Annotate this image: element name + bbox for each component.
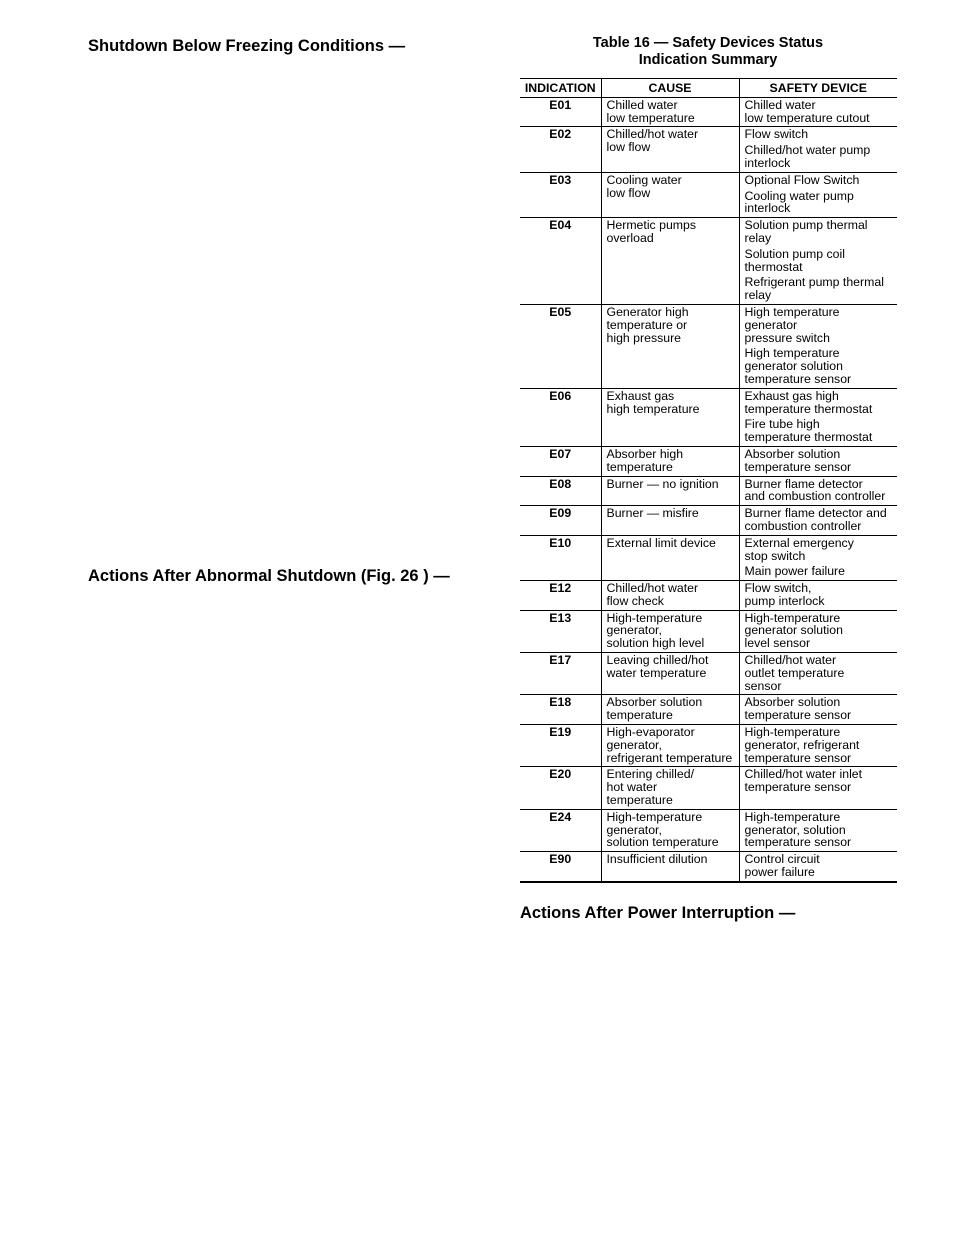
safety-device-text-line: High temperature [744, 346, 840, 361]
safety-device-text-line: External emergency [744, 535, 854, 550]
safety-device-entry [745, 99, 896, 125]
table-row [520, 695, 897, 725]
safety-device-cell [739, 97, 897, 127]
cause-text-line: low temperature [606, 110, 695, 125]
indication-code: E10 [520, 535, 601, 580]
cause-text-line: generator, [606, 737, 662, 752]
indication-code: E03 [520, 172, 601, 217]
table-row [520, 809, 897, 851]
indication-code: E04 [520, 218, 601, 305]
safety-device-entry [745, 537, 896, 563]
cause-text-line: Insufficient dilution [606, 852, 708, 867]
safety-device-text-line: relay [744, 230, 772, 245]
safety-device-entry [745, 390, 896, 416]
cause-text-line: low flow [606, 185, 651, 200]
safety-device-text-line: combustion controller [744, 518, 862, 533]
safety-device-text-line: Main power failure [744, 564, 845, 579]
table-header-row [520, 79, 897, 98]
safety-device-text-line: Chilled/hot water inlet [744, 767, 863, 782]
safety-device-entry [745, 219, 896, 245]
safety-device-text-line: temperature sensor [744, 459, 852, 474]
cause-text-line: High-temperature [606, 610, 703, 625]
cause-cell [601, 610, 739, 652]
safety-device-cell [739, 535, 897, 580]
safety-device-text-line: pump interlock [744, 593, 825, 608]
cause-text-line: High-evaporator [606, 725, 695, 740]
safety-device-text-line: generator solution [744, 623, 843, 638]
cause-text-line: flow check [606, 593, 664, 608]
cause-text-line: Exhaust gas [606, 388, 675, 403]
safety-device-text-line: Absorber solution [744, 695, 841, 710]
safety-device-entry [745, 306, 896, 344]
section-heading-shutdown-below-freezing: Shutdown Below Freezing Conditions — [88, 37, 406, 55]
table-row [520, 581, 897, 611]
cause-text-line: low flow [606, 140, 651, 155]
table-row [520, 610, 897, 652]
safety-device-text-line: Refrigerant pump thermal [744, 275, 884, 290]
table-row [520, 852, 897, 882]
table-title-line: Indication Summary [638, 51, 778, 68]
safety-device-text-line: temperature sensor [744, 371, 852, 386]
table-body [520, 97, 897, 882]
safety-device-text-line: generator solution [744, 359, 843, 374]
safety-device-entry [745, 347, 896, 385]
safety-device-text-line: pressure switch [744, 330, 830, 345]
indication-code: E13 [520, 610, 601, 652]
safety-device-text-line: interlock [744, 155, 791, 170]
table-row [520, 446, 897, 476]
indication-code: E02 [520, 127, 601, 172]
safety-device-cell [739, 388, 897, 446]
cause-cell [601, 446, 739, 476]
cause-cell [601, 767, 739, 809]
indication-code: E06 [520, 388, 601, 446]
safety-device-text-line: Optional Flow Switch [744, 172, 860, 187]
safety-device-text-line: and combustion controller [744, 489, 886, 504]
safety-device-text-line: low temperature cutout [744, 110, 870, 125]
safety-device-cell [739, 172, 897, 217]
indication-code: E01 [520, 97, 601, 127]
safety-device-text-line: stop switch [744, 548, 806, 563]
safety-device-cell [739, 653, 897, 695]
safety-device-text-line: temperature sensor [744, 780, 852, 795]
safety-device-text-line: Chilled water [744, 97, 816, 112]
safety-device-cell [739, 610, 897, 652]
indication-code: E18 [520, 695, 601, 725]
safety-device-cell [739, 304, 897, 388]
safety-device-text-line: sensor [744, 678, 782, 693]
cause-cell [601, 304, 739, 388]
cause-cell [601, 852, 739, 882]
safety-device-text-line: High temperature [744, 304, 840, 319]
section-heading-actions-after-abnormal-shutdown: Actions After Abnormal Shutdown (Fig. 26 ) — [88, 567, 450, 585]
table-row [520, 127, 897, 172]
table-row [520, 767, 897, 809]
cause-text-line: High-temperature [606, 809, 703, 824]
indication-code: E07 [520, 446, 601, 476]
cause-text-line: hot water [606, 780, 658, 795]
safety-device-text-line: Absorber solution [744, 446, 841, 461]
column-header-safety-device: SAFETY DEVICE [739, 79, 897, 98]
cause-text-line: Hermetic pumps [606, 218, 697, 233]
cause-text-line: high temperature [606, 401, 700, 416]
cause-text-line: solution temperature [606, 835, 719, 850]
cause-text-line: solution high level [606, 636, 705, 651]
cause-text-line: overload [606, 230, 654, 245]
cause-cell [601, 695, 739, 725]
safety-device-text-line: Solution pump thermal [744, 218, 868, 233]
safety-device-text-line: High-temperature [744, 725, 841, 740]
safety-device-cell [739, 127, 897, 172]
cause-text-line: temperature or [606, 317, 688, 332]
safety-device-entry [745, 696, 896, 722]
indication-code: E19 [520, 725, 601, 767]
cause-text-line: temperature [606, 459, 673, 474]
cause-cell [601, 506, 739, 536]
cause-text-line: Absorber high [606, 446, 684, 461]
safety-device-entry [745, 248, 896, 274]
safety-device-entry [745, 582, 896, 608]
safety-device-entry [745, 478, 896, 504]
safety-device-text-line: Burner flame detector [744, 476, 863, 491]
safety-device-entry [745, 507, 896, 533]
safety-device-text-line: High-temperature [744, 809, 841, 824]
table-row [520, 725, 897, 767]
indication-code: E12 [520, 581, 601, 611]
table-row [520, 535, 897, 580]
cause-text-line: water temperature [606, 665, 707, 680]
safety-device-text-line: Control circuit [744, 852, 820, 867]
safety-device-text-line: temperature sensor [744, 708, 852, 723]
indication-code: E05 [520, 304, 601, 388]
safety-device-entry [745, 654, 896, 692]
safety-device-entry [745, 190, 896, 216]
safety-device-cell [739, 695, 897, 725]
section-heading-actions-after-power-interruption: Actions After Power Interruption — [520, 904, 796, 922]
safety-device-text-line: outlet temperature [744, 665, 845, 680]
cause-text-line: Burner — no ignition [606, 476, 719, 491]
safety-device-entry [745, 128, 896, 141]
cause-text-line: Absorber solution [606, 695, 703, 710]
table-row [520, 172, 897, 217]
table-row [520, 218, 897, 305]
table-row [520, 476, 897, 506]
cause-text-line: Chilled/hot water [606, 581, 699, 596]
safety-device-text-line: power failure [744, 865, 815, 880]
cause-cell [601, 476, 739, 506]
safety-device-cell [739, 852, 897, 882]
safety-device-entry [745, 811, 896, 849]
cause-text-line: high pressure [606, 330, 682, 345]
safety-device-text-line: thermostat [744, 259, 803, 274]
table-title-line: Table 16 — Safety Devices Status [592, 35, 824, 51]
safety-device-text-line: interlock [744, 201, 791, 216]
safety-device-cell [739, 506, 897, 536]
safety-device-text-line: generator, refrigerant [744, 737, 860, 752]
indication-code: E08 [520, 476, 601, 506]
safety-device-cell [739, 581, 897, 611]
column-header-indication: INDICATION [520, 79, 601, 98]
cause-text-line: temperature [606, 708, 673, 723]
safety-device-text-line: relay [744, 288, 772, 303]
cause-cell [601, 725, 739, 767]
cause-text-line: generator, [606, 623, 662, 638]
safety-device-text-line: Cooling water pump [744, 188, 854, 203]
safety-device-cell [739, 476, 897, 506]
cause-cell [601, 653, 739, 695]
safety-device-entry [745, 418, 896, 444]
cause-cell [601, 535, 739, 580]
safety-device-text-line: temperature thermostat [744, 401, 873, 416]
safety-device-entry [745, 565, 896, 578]
safety-device-text-line: Exhaust gas high [744, 388, 839, 403]
safety-device-cell [739, 446, 897, 476]
cause-text-line: refrigerant temperature [606, 750, 733, 765]
safety-device-text-line: Fire tube high [744, 417, 820, 432]
safety-device-entry [745, 144, 896, 170]
safety-device-entry [745, 612, 896, 650]
safety-device-text-line: Burner flame detector and [744, 506, 887, 521]
cause-cell [601, 388, 739, 446]
cause-text-line: Cooling water [606, 172, 682, 187]
indication-code: E20 [520, 767, 601, 809]
cause-cell [601, 218, 739, 305]
cause-text-line: temperature [606, 793, 673, 808]
cause-cell [601, 127, 739, 172]
safety-devices-table [520, 78, 897, 883]
cause-cell [601, 172, 739, 217]
cause-text-line: Burner — misfire [606, 506, 699, 521]
safety-device-cell [739, 809, 897, 851]
safety-device-text-line: temperature sensor [744, 835, 852, 850]
cause-text-line: generator, [606, 822, 662, 837]
table-row [520, 653, 897, 695]
cause-cell [601, 581, 739, 611]
table-row [520, 388, 897, 446]
cause-cell [601, 809, 739, 851]
safety-device-entry [745, 768, 896, 794]
cause-text-line: Generator high [606, 304, 689, 319]
cause-text-line: Entering chilled/ [606, 767, 694, 782]
safety-device-entry [745, 726, 896, 764]
safety-device-cell [739, 218, 897, 305]
cause-text-line: External limit device [606, 535, 716, 550]
cause-text-line: Chilled/hot water [606, 127, 699, 142]
safety-device-text-line: Flow switch [744, 127, 809, 142]
safety-device-entry [745, 448, 896, 474]
indication-code: E17 [520, 653, 601, 695]
table-row [520, 304, 897, 388]
cause-text-line: Leaving chilled/hot [606, 653, 709, 668]
safety-device-cell [739, 767, 897, 809]
safety-device-text-line: Solution pump coil [744, 246, 845, 261]
safety-device-text-line: High-temperature [744, 610, 841, 625]
safety-device-entry [745, 276, 896, 302]
cause-cell [601, 97, 739, 127]
safety-device-text-line: level sensor [744, 636, 811, 651]
safety-device-entry [745, 174, 896, 187]
table-row [520, 506, 897, 536]
safety-device-entry [745, 853, 896, 879]
safety-device-text-line: Chilled/hot water [744, 653, 837, 668]
column-header-cause: CAUSE [601, 79, 739, 98]
indication-code: E90 [520, 852, 601, 882]
safety-device-text-line: generator, solution [744, 822, 846, 837]
indication-code: E24 [520, 809, 601, 851]
safety-device-text-line: Chilled/hot water pump [744, 143, 871, 158]
indication-code: E09 [520, 506, 601, 536]
cause-text-line: Chilled water [606, 97, 678, 112]
table-title [520, 35, 896, 68]
safety-device-text-line: Flow switch, [744, 581, 812, 596]
safety-device-cell [739, 725, 897, 767]
table-row [520, 97, 897, 127]
safety-device-text-line: temperature thermostat [744, 430, 873, 445]
safety-device-text-line: temperature sensor [744, 750, 852, 765]
safety-device-text-line: generator [744, 317, 798, 332]
